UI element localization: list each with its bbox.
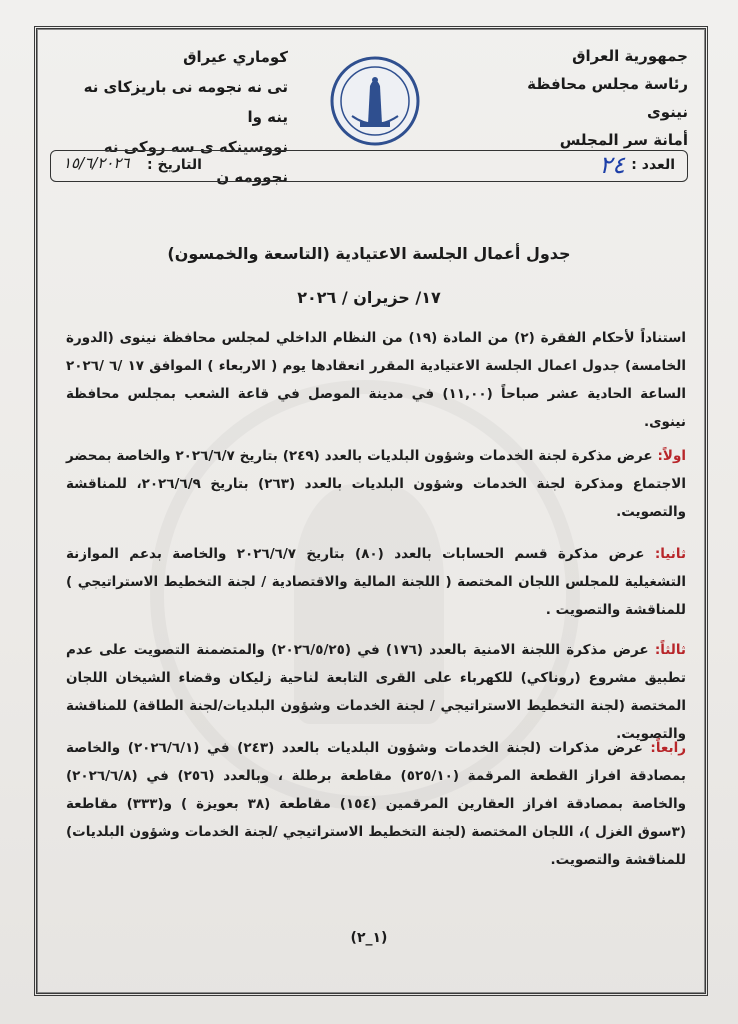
council-name: رئاسة مجلس محافظة نينوى (527, 75, 688, 121)
agenda-item-2 (66, 540, 686, 624)
item-text: عرض مذكرات (لجنة الخدمات وشؤون البلديات بالعدد (٢٤٣) في (٢٠٢٦/٦/١) والخاصة بمصادقة افراز القطعة المرقمة (٥٢٥/١٠) مقاطعة برطلة ، وبالعدد (٢٥٦) في (٢٠٢٦/٦/٨) والخاصة بمصادقة افراز العقارين المرقمين (١٥٤) مقاطعة (٣٨ بعويزة ) و(٣٣٣) مقاطعة (٣سوق الغزل )، اللجان المختصة (لجنة التخطيط الاستراتيجي /لجنة الخدمات وشؤون البلديات) للمناقشة والتصويت. (66, 740, 687, 868)
kurdish-secretariat-name: نووسينكه ى سه روكى نه نجوومه ن (103, 138, 288, 186)
number-label: العدد : (631, 157, 675, 173)
item-label: ثانيا: (654, 546, 687, 562)
agenda-title: جدول أعمال الجلسة الاعتيادية (التاسعة والخمسون) (167, 244, 571, 263)
reference-bar (50, 150, 688, 182)
item-label: رابعاً: (650, 740, 686, 756)
item-label: ثالثاً: (654, 642, 686, 658)
number-value: ٢٤ (599, 151, 625, 179)
kurdish-council-name: تى نه نجومه نى باريزكاى نه ينه وا (83, 78, 288, 126)
item-text: عرض مذكرة اللجنة الامنية بالعدد (١٧٦) في (٢٠٢٦/٥/٢٥) والمتضمنة التصويت على عدم تطبيق مشروع (روناكي) للكهرباء على القرى التابعة لناحية زليكان وقضاء الشيخان اللجان المختصة (لجنة التخطيط الاستراتيجي / لجنة الخدمات وشؤون البلديات/لجنة الطاقة) للمناقشة والتصويت. (66, 642, 686, 742)
item-text: عرض مذكرة لجنة الخدمات وشؤون البلديات بالعدد (٢٤٩) بتاريخ ٢٠٢٦/٦/٧ والخاصة بمحضر الاجتماع ومذكرة لجنة الخدمات وشؤون البلديات بالعدد (٢٦٣) بتاريخ ٢٠٢٦/٦/٩، للمناقشة والتصويت. (66, 448, 686, 520)
agenda-item-1 (66, 442, 686, 526)
header-right (498, 42, 688, 154)
date-value: ١٥/٦/٢٠٢٦ (63, 154, 130, 172)
council-logo-icon (330, 56, 420, 146)
country-name: جمهورية العراق (572, 47, 688, 65)
secretariat-name: أمانة سر المجلس (559, 131, 688, 149)
kurdish-country-name: كوماري عيراق (183, 48, 288, 66)
intro-paragraph: استناداً لأحكام الفقرة (٢) من المادة (١٩) من النظام الداخلي لمجلس محافظة نينوى (الدورة الخامسة) جدول اعمال الجلسة الاعتيادية المقرر انعقادها يوم ( الاربعاء ) الموافق ١٧ /٦ /٢٠٢٦ الساعة الحادية عشر صباحاً (١١,٠٠) في مدينة الموصل في قاعة الشعب بمجلس محافظة نينوى. (66, 330, 687, 430)
item-text: عرض مذكرة قسم الحسابات بالعدد (٨٠) بتاريخ ٢٠٢٦/٦/٧ والخاصة بدعم الموازنة التشغيلية للمجلس اللجان المختصة ( اللجنة المالية والاقتصادية / لجنة التخطيط الاستراتيجي ) للمناقشة والتصويت . (66, 546, 686, 618)
page-number: (١_٢) (350, 930, 388, 946)
agenda-item-4 (66, 734, 686, 874)
agenda-item-3 (66, 636, 686, 748)
date-label: التاريخ : (147, 157, 202, 173)
item-label: اولاً: (657, 448, 686, 464)
session-date: ١٧/ حزيران / ٢٠٢٦ (297, 288, 441, 307)
